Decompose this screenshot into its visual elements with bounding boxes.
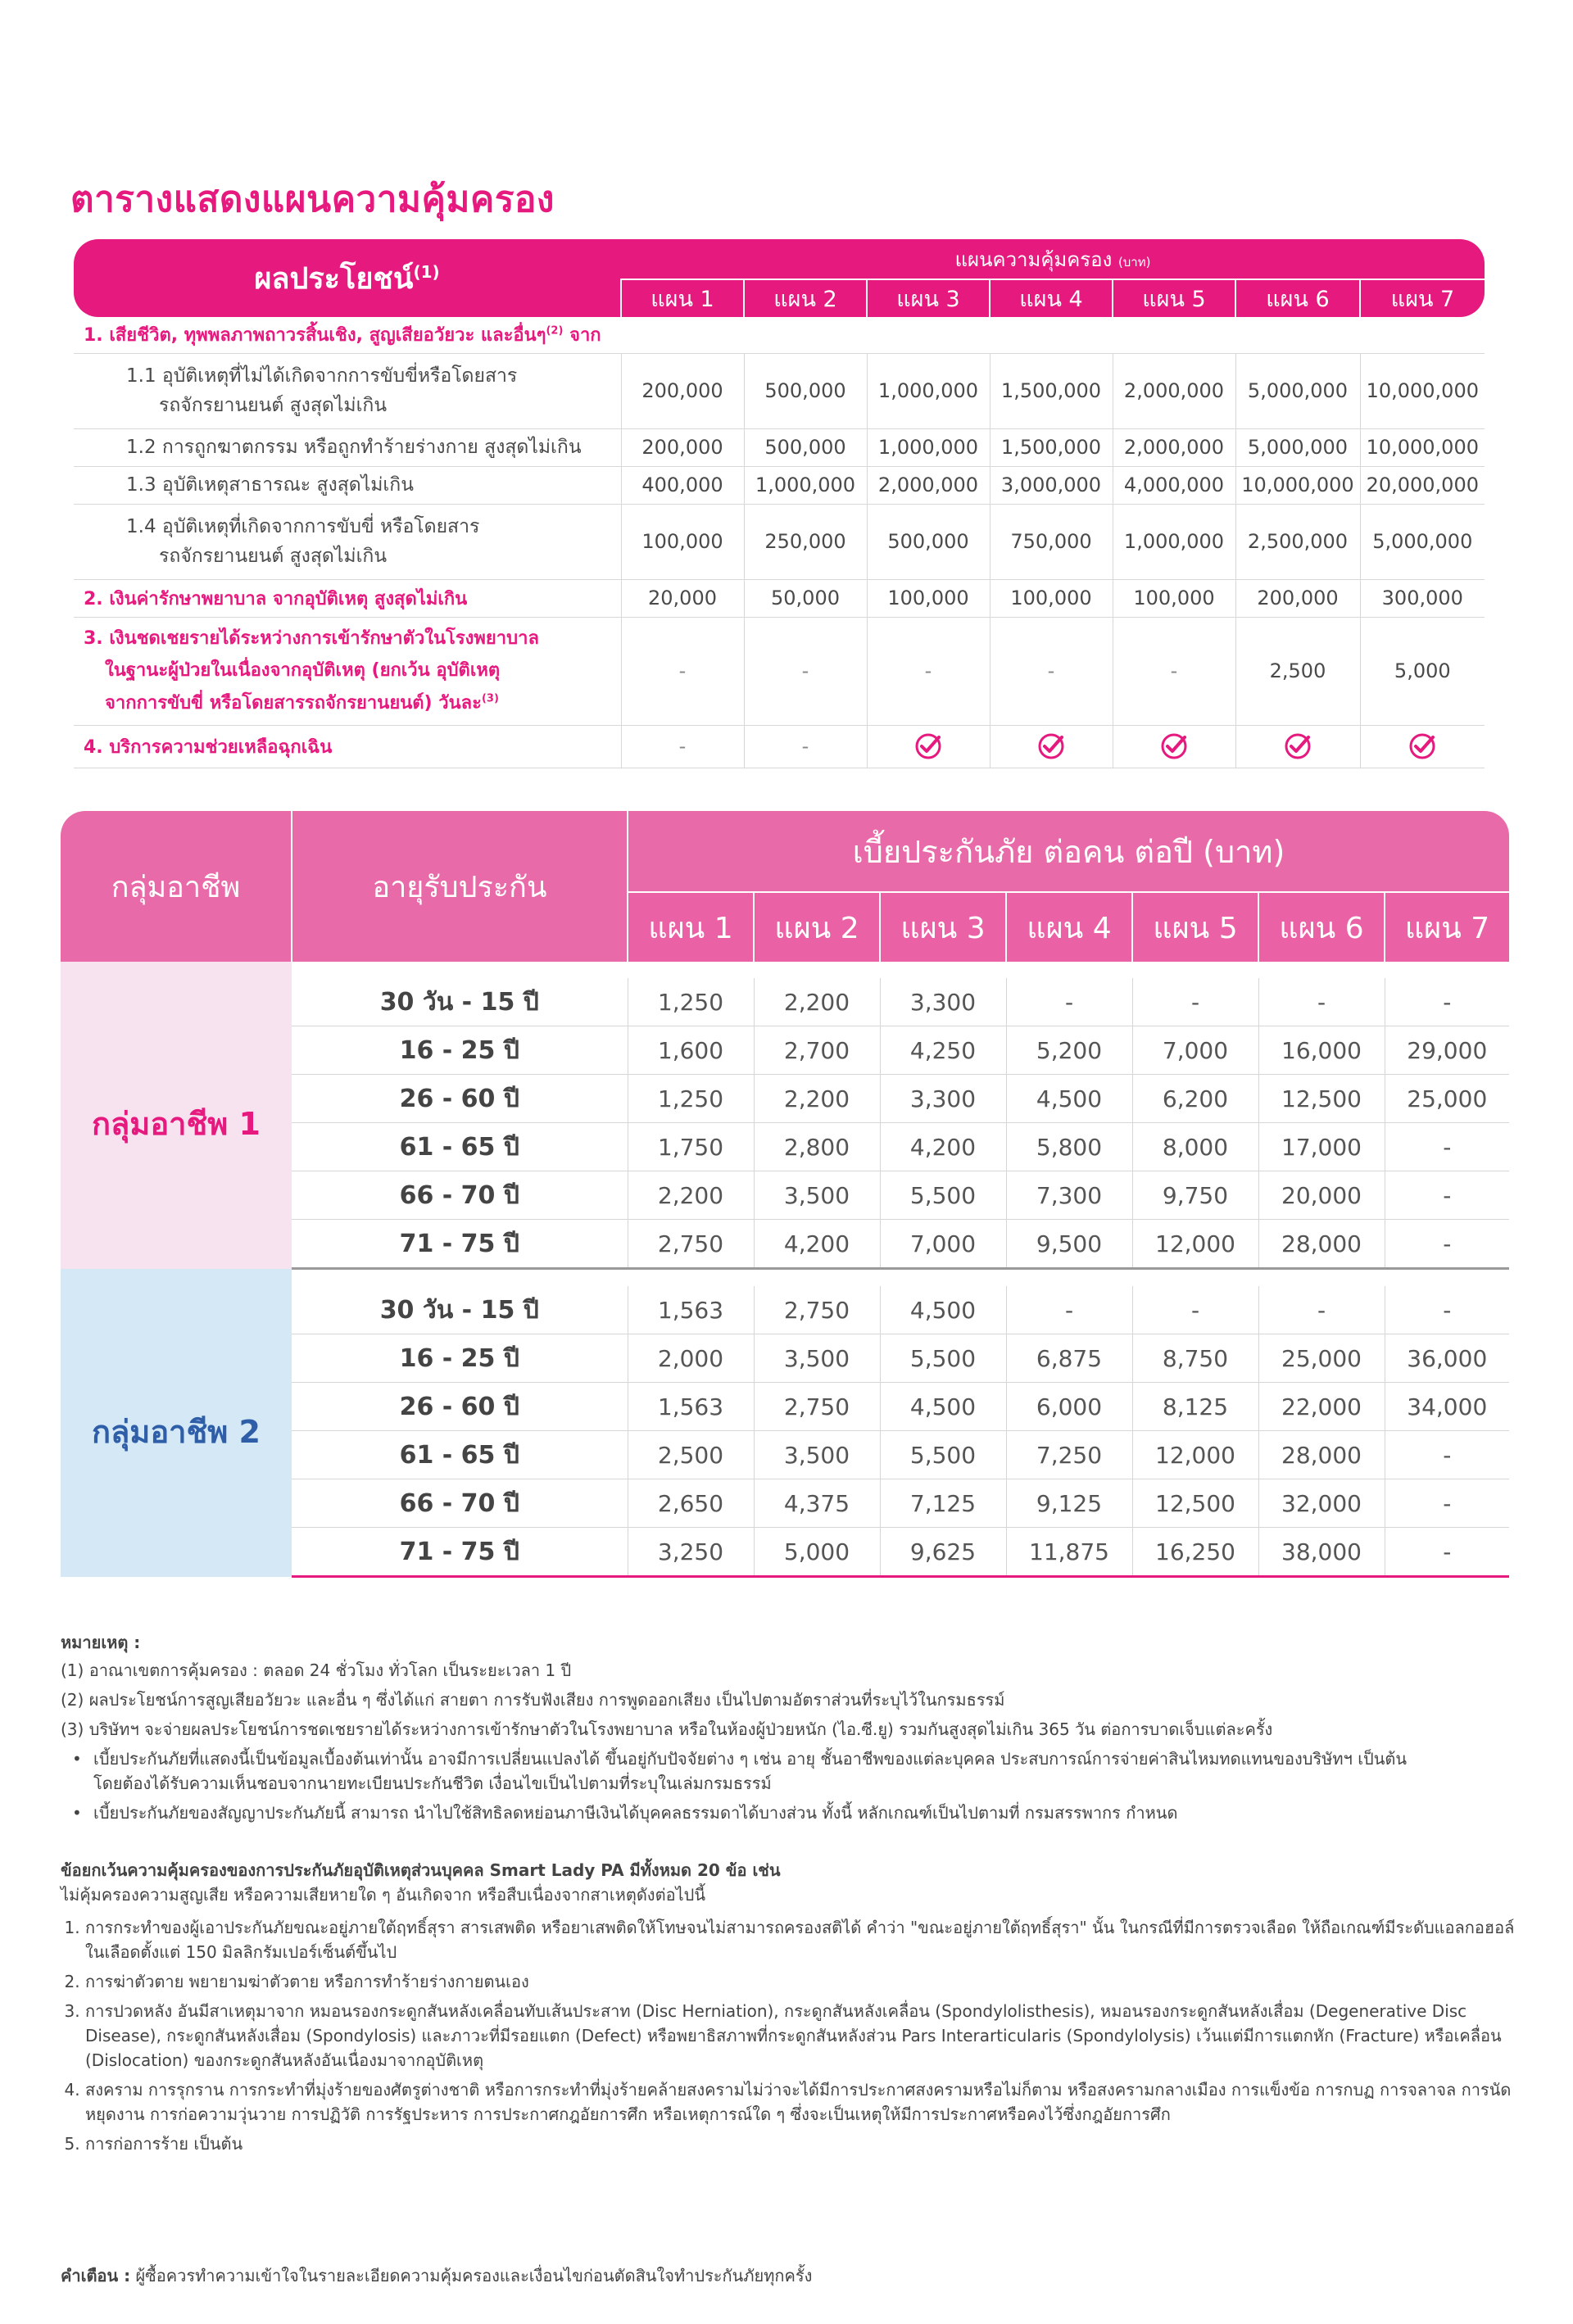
spacer-row <box>61 1269 1509 1287</box>
cell: 10,000,000 <box>1360 353 1485 428</box>
premium-cell: 1,250 <box>628 978 754 1026</box>
cell: 100,000 <box>621 504 744 579</box>
benefit-row <box>74 725 1485 768</box>
premium-cell: 6,875 <box>1006 1334 1132 1383</box>
premium-cell: - <box>1006 1286 1132 1334</box>
premium-cell: 1,250 <box>628 1075 754 1123</box>
cell: 2,000,000 <box>1113 428 1235 466</box>
premium-cell: 2,750 <box>754 1383 880 1431</box>
premium-plan-header-5: แผน 5 <box>1132 892 1258 962</box>
section-2-label: 2. เงินค่ารักษาพยาบาล จากอุบัติเหตุ สูงสุดไม่เกิน <box>74 579 621 617</box>
age-range: 71 - 75 ปี <box>292 1220 628 1269</box>
premium-cell: 4,375 <box>754 1479 880 1528</box>
cell: - <box>744 725 867 768</box>
cell: - <box>744 617 867 725</box>
note-1: (1) อาณาเขตการคุ้มครอง : ตลอด 24 ชั่วโมง ทั่วโลก เป็นระยะเวลา 1 ปี <box>61 1660 572 1680</box>
cell: 10,000,000 <box>1360 428 1485 466</box>
premium-header: เบี้ยประกันภัย ต่อคน ต่อปี (บาท) <box>628 811 1509 892</box>
premium-cell: 6,000 <box>1006 1383 1132 1431</box>
check-icon <box>990 725 1113 768</box>
age-range: 16 - 25 ปี <box>292 1334 628 1383</box>
cell: 200,000 <box>621 353 744 428</box>
row-1-3-label: 1.3 อุบัติเหตุสาธารณะ สูงสุดไม่เกิน <box>74 466 621 504</box>
cell: 1,000,000 <box>867 428 990 466</box>
cell: - <box>621 617 744 725</box>
check-icon <box>1113 725 1235 768</box>
note-3: (3) บริษัทฯ จะจ่ายผลประโยชน์การชดเชยรายได้ระหว่างการเข้ารักษาตัวในโรงพยาบาล หรือในห้องผู้ป่วยหนัก (ไอ.ซี.ยู) รวมกันสูงสุดไม่เกิน 365 วัน ต่อการบาดเจ็บแต่ละครั้ง <box>61 1719 1273 1739</box>
premium-cell: 12,000 <box>1132 1220 1258 1269</box>
benefit-row <box>74 504 1485 579</box>
plan-header-1: แผน 1 <box>621 279 744 317</box>
table-row <box>61 978 1509 1026</box>
premium-cell: 9,125 <box>1006 1479 1132 1528</box>
cell: 200,000 <box>621 428 744 466</box>
premium-cell: 1,750 <box>628 1123 754 1171</box>
cell: 2,000,000 <box>867 466 990 504</box>
plan-header-4: แผน 4 <box>990 279 1113 317</box>
spacer-row <box>61 962 1509 978</box>
plan-header-3: แผน 3 <box>867 279 990 317</box>
age-range: 26 - 60 ปี <box>292 1383 628 1431</box>
plan-header-7: แผน 7 <box>1360 279 1485 317</box>
premium-cell: 5,800 <box>1006 1123 1132 1171</box>
cell: - <box>621 725 744 768</box>
premium-cell: 16,250 <box>1132 1528 1258 1577</box>
age-range: 16 - 25 ปี <box>292 1026 628 1075</box>
list-item: 4. สงคราม การรุกราน การกระทำที่มุ่งร้ายของศัตรูต่างชาติ หรือการกระทำที่มุ่งร้ายคล้ายสงครามไม่ว่าจะได้มีการประกาศสงครามหรือไม่ก็ตาม หรือสงครามกลางเมือง การแข็งข้อ การกบฏ การจลาจล การนัดหยุดงาน การก่อความวุ่นวาย การปฏิวัติ การรัฐประหาร การประกาศกฎอัยการศึก หรือเหตุการณ์ใด ๆ ซึ่งจะเป็นเหตุให้มีการประกาศหรือคงไว้ซึ่งกฎอัยการศึก <box>85 2077 1519 2127</box>
cell: 2,500,000 <box>1235 504 1360 579</box>
cell: 1,500,000 <box>990 428 1113 466</box>
premium-cell: 2,750 <box>628 1220 754 1269</box>
age-range: 66 - 70 ปี <box>292 1171 628 1220</box>
plan-header: แผนความคุ้มครอง (บาท) <box>621 239 1485 279</box>
premium-cell: 2,700 <box>754 1026 880 1075</box>
section-1-label: 1. เสียชีวิต, ทุพพลภาพถาวรสิ้นเชิง, สูญเสียอวัยวะ และอื่นๆ$^{(2)}$ จาก <box>74 317 621 353</box>
premium-cell: 3,500 <box>754 1431 880 1479</box>
premium-cell: 5,000 <box>754 1528 880 1577</box>
premium-cell: 20,000 <box>1258 1171 1385 1220</box>
premium-cell: 28,000 <box>1258 1431 1385 1479</box>
cell: 100,000 <box>867 579 990 617</box>
warning-label: คำเตือน : <box>61 2266 131 2285</box>
age-range: 66 - 70 ปี <box>292 1479 628 1528</box>
benefits-table <box>74 239 1485 768</box>
cell: 5,000,000 <box>1235 353 1360 428</box>
cell: 10,000,000 <box>1235 466 1360 504</box>
premium-cell: 1,563 <box>628 1286 754 1334</box>
cell: - <box>1113 617 1235 725</box>
benefit-header: ผลประโยชน์$^{(1)}$ <box>74 239 621 317</box>
premium-cell: 29,000 <box>1385 1026 1509 1075</box>
cell: 200,000 <box>1235 579 1360 617</box>
warning <box>61 2263 812 2289</box>
notes-heading: หมายเหตุ : <box>61 1633 141 1652</box>
age-range: 61 - 65 ปี <box>292 1431 628 1479</box>
premium-cell: 9,750 <box>1132 1171 1258 1220</box>
premium-cell: 3,500 <box>754 1334 880 1383</box>
premium-cell: 17,000 <box>1258 1123 1385 1171</box>
premium-cell: 2,800 <box>754 1123 880 1171</box>
premium-cell: 1,600 <box>628 1026 754 1075</box>
age-range: 26 - 60 ปี <box>292 1075 628 1123</box>
list-item: 5. การก่อการร้าย เป็นต้น <box>85 2131 1519 2156</box>
cell: 3,000,000 <box>990 466 1113 504</box>
notes <box>61 1630 1519 1830</box>
cell: 250,000 <box>744 504 867 579</box>
premium-cell: - <box>1258 1286 1385 1334</box>
group-label: กลุ่มอาชีพ 2 <box>61 1286 292 1577</box>
note-bullet-1: • เบี้ยประกันภัยที่แสดงนี้เป็นข้อมูลเบื้องต้นเท่านั้น อาจมีการเปลี่ยนแปลงได้ ขึ้นอยู่กับปัจจัยต่าง ๆ เช่น อายุ ชั้นอาชีพของแต่ละบุคคล ประสบการณ์การจ่ายค่าสินไหมทดแทนของบริษัทฯ เป็นต้น โดยต้องได้รับความเห็นชอบจากนายทะเบียนประกันชีวิต เงื่อนไขเป็นไปตามที่ระบุในเล่มกรมธรรม์ <box>61 1746 1519 1796</box>
warning-text: ผู้ซื้อควรทำความเข้าใจในรายละเอียดความคุ้มครองและเงื่อนไขก่อนตัดสินใจทำประกันภัยทุกครั้ง <box>135 2266 813 2285</box>
premium-cell: - <box>1132 1286 1258 1334</box>
premium-cell: - <box>1385 1171 1509 1220</box>
exclusions-list <box>61 1915 1519 2156</box>
benefit-row <box>74 579 1485 617</box>
premium-plan-header-3: แผน 3 <box>880 892 1006 962</box>
premium-plan-header-2: แผน 2 <box>754 892 880 962</box>
premium-cell: 22,000 <box>1258 1383 1385 1431</box>
premium-cell: 4,500 <box>1006 1075 1132 1123</box>
premium-cell: 1,563 <box>628 1383 754 1431</box>
cell: 1,000,000 <box>867 353 990 428</box>
plan-header-6: แผน 6 <box>1235 279 1360 317</box>
row-1-2-label: 1.2 การถูกฆาตกรรม หรือถูกทำร้ายร่างกาย สูงสุดไม่เกิน <box>74 428 621 466</box>
cell: - <box>867 617 990 725</box>
premium-cell: 7,250 <box>1006 1431 1132 1479</box>
premium-cell: 16,000 <box>1258 1026 1385 1075</box>
premium-cell: 3,250 <box>628 1528 754 1577</box>
benefit-row <box>74 617 1485 725</box>
cell: 500,000 <box>744 353 867 428</box>
exclusions <box>61 1858 1519 2161</box>
cell: 500,000 <box>744 428 867 466</box>
premium-cell: 2,200 <box>754 1075 880 1123</box>
cell: 300,000 <box>1360 579 1485 617</box>
list-item: 3. การปวดหลัง อันมีสาเหตุมาจาก หมอนรองกระดูกสันหลังเคลื่อนทับเส้นประสาท (Disc Herniation), กระดูกสันหลังเคลื่อน (Spondylolisthesis), หมอนรองกระดูกสันหลังเสื่อม (Degenerative Disc Disease), กระดูกสันหลังเสื่อม (Spondylosis) และภาวะที่มีรอยแตก (Defect) หรือพยาธิสภาพที่กระดูกสันหลังส่วน Pars Interarticularis (Spondylolysis) เว้นแต่มีการแตกหัก (Fracture) หรือเคลื่อน (Dislocation) ของกระดูกสันหลังอันเนื่องมาจากอุบัติเหตุ <box>85 1999 1519 2073</box>
cell: 1,000,000 <box>1113 504 1235 579</box>
premium-cell: 11,875 <box>1006 1528 1132 1577</box>
cell: 500,000 <box>867 504 990 579</box>
group-cell-spacer <box>61 1269 292 1287</box>
age-range: 30 วัน - 15 ปี <box>292 1286 628 1334</box>
cell: 2,500 <box>1235 617 1360 725</box>
premium-cell: 38,000 <box>1258 1528 1385 1577</box>
premium-cell: 2,200 <box>628 1171 754 1220</box>
premium-cell: 4,200 <box>754 1220 880 1269</box>
premium-cell: - <box>1006 978 1132 1026</box>
cell: 2,000,000 <box>1113 353 1235 428</box>
group-label: กลุ่มอาชีพ 1 <box>61 978 292 1269</box>
benefit-row <box>74 466 1485 504</box>
premium-cell: 9,500 <box>1006 1220 1132 1269</box>
premium-cell: 9,625 <box>880 1528 1006 1577</box>
premium-cell: - <box>1385 978 1509 1026</box>
plan-header-2: แผน 2 <box>744 279 867 317</box>
premium-cell: 7,125 <box>880 1479 1006 1528</box>
premium-cell: 28,000 <box>1258 1220 1385 1269</box>
cell: 1,000,000 <box>744 466 867 504</box>
premium-cell: 25,000 <box>1258 1334 1385 1383</box>
list-item: 1. การกระทำของผู้เอาประกันภัยขณะอยู่ภายใต้ฤทธิ์สุรา สารเสพติด หรือยาเสพติดให้โทษจนไม่สามารถครองสติได้ คำว่า "ขณะอยู่ภายใต้ฤทธิ์สุรา" นั้น ในกรณีที่มีการตรวจเลือด ให้ถือเกณฑ์มีระดับแอลกอฮอล์ในเลือดตั้งแต่ 150 มิลลิกรัมเปอร์เซ็นต์ขึ้นไป <box>85 1915 1519 1964</box>
section-3-label: 3. เงินชดเชยรายได้ระหว่างการเข้ารักษาตัวในโรงพยาบาล ในฐานะผู้ป่วยในเนื่องจากอุบัติเหตุ (ยกเว้น อุบัติเหตุ จากการขับขี่ หรือโดยสารรถจักรยานยนต์) วันละ$^{(3)}$ <box>74 617 621 725</box>
premium-cell: 34,000 <box>1385 1383 1509 1431</box>
premium-cell: 12,500 <box>1132 1479 1258 1528</box>
premium-cell: - <box>1132 978 1258 1026</box>
premium-cell: 4,500 <box>880 1383 1006 1431</box>
premium-cell: - <box>1385 1286 1509 1334</box>
premium-cell: 2,200 <box>754 978 880 1026</box>
premium-cell: 4,250 <box>880 1026 1006 1075</box>
cell: 20,000,000 <box>1360 466 1485 504</box>
premium-cell: 4,200 <box>880 1123 1006 1171</box>
premium-cell: 6,200 <box>1132 1075 1258 1123</box>
premium-cell: 5,500 <box>880 1334 1006 1383</box>
premium-cell: 12,000 <box>1132 1431 1258 1479</box>
check-icon <box>1360 725 1485 768</box>
exclusions-heading: ข้อยกเว้นความคุ้มครองของการประกันภัยอุบัติเหตุส่วนบุคคล Smart Lady PA มีทั้งหมด 20 ข้อ เช่น <box>61 1860 781 1880</box>
benefit-row <box>74 353 1485 428</box>
cell: 750,000 <box>990 504 1113 579</box>
premium-cell: - <box>1258 978 1385 1026</box>
age-header: อายุรับประกัน <box>292 811 628 962</box>
premium-cell: 2,000 <box>628 1334 754 1383</box>
premium-plan-header-4: แผน 4 <box>1006 892 1132 962</box>
check-icon <box>1235 725 1360 768</box>
premium-cell: 36,000 <box>1385 1334 1509 1383</box>
exclusions-subheading: ไม่คุ้มครองความสูญเสีย หรือความเสียหายใด ๆ อันเกิดจาก หรือสืบเนื่องจากสาเหตุดังต่อไปนี้ <box>61 1885 706 1905</box>
cell: 20,000 <box>621 579 744 617</box>
premium-cell: 2,750 <box>754 1286 880 1334</box>
cell: 100,000 <box>990 579 1113 617</box>
premium-cell: 3,300 <box>880 978 1006 1026</box>
premium-cell: 7,300 <box>1006 1171 1132 1220</box>
row-1-4-label: 1.4 อุบัติเหตุที่เกิดจากการขับขี่ หรือโดยสาร รถจักรยานยนต์ สูงสุดไม่เกิน <box>74 504 621 579</box>
premium-plan-header-6: แผน 6 <box>1258 892 1385 962</box>
premium-cell: - <box>1385 1220 1509 1269</box>
premium-table <box>61 811 1509 1578</box>
cell: 4,000,000 <box>1113 466 1235 504</box>
premium-cell: 3,300 <box>880 1075 1006 1123</box>
premium-cell: 8,125 <box>1132 1383 1258 1431</box>
group-header: กลุ่มอาชีพ <box>61 811 292 962</box>
premium-cell: 5,500 <box>880 1171 1006 1220</box>
cell: 1,500,000 <box>990 353 1113 428</box>
premium-cell: - <box>1385 1479 1509 1528</box>
premium-plan-header-7: แผน 7 <box>1385 892 1509 962</box>
premium-cell: - <box>1385 1431 1509 1479</box>
cell: 5,000,000 <box>1360 504 1485 579</box>
cell: - <box>990 617 1113 725</box>
cell: 400,000 <box>621 466 744 504</box>
list-item: 2. การฆ่าตัวตาย พยายามฆ่าตัวตาย หรือการทำร้ายร่างกายตนเอง <box>85 1969 1519 1994</box>
premium-cell: - <box>1385 1123 1509 1171</box>
premium-cell: 3,500 <box>754 1171 880 1220</box>
premium-cell: - <box>1385 1528 1509 1577</box>
group-cell-spacer <box>61 962 292 978</box>
age-range: 61 - 65 ปี <box>292 1123 628 1171</box>
note-2: (2) ผลประโยชน์การสูญเสียอวัยวะ และอื่น ๆ ซึ่งได้แก่ สายตา การรับฟังเสียง การพูดออกเสียง เป็นไปตามอัตราส่วนที่ระบุไว้ในกรมธรรม์ <box>61 1690 1005 1710</box>
premium-cell: 25,000 <box>1385 1075 1509 1123</box>
premium-cell: 2,650 <box>628 1479 754 1528</box>
premium-cell: 2,500 <box>628 1431 754 1479</box>
premium-cell: 5,200 <box>1006 1026 1132 1075</box>
row-1-1-label: 1.1 อุบัติเหตุที่ไม่ได้เกิดจากการขับขี่หรือโดยสาร รถจักรยานยนต์ สูงสุดไม่เกิน <box>74 353 621 428</box>
premium-cell: 7,000 <box>1132 1026 1258 1075</box>
plan-header-5: แผน 5 <box>1113 279 1235 317</box>
benefit-row <box>74 428 1485 466</box>
note-bullet-2: • เบี้ยประกันภัยของสัญญาประกันภัยนี้ สามารถ นำไปใช้สิทธิลดหย่อนภาษีเงินได้บุคคลธรรมดาได้บางส่วน ทั้งนี้ หลักเกณฑ์เป็นไปตามที่ กรมสรรพากร กำหนด <box>61 1801 1519 1825</box>
premium-cell: 32,000 <box>1258 1479 1385 1528</box>
check-icon <box>867 725 990 768</box>
premium-cell: 5,500 <box>880 1431 1006 1479</box>
premium-cell: 12,500 <box>1258 1075 1385 1123</box>
age-range: 30 วัน - 15 ปี <box>292 978 628 1026</box>
premium-plan-header-1: แผน 1 <box>628 892 754 962</box>
premium-cell: 4,500 <box>880 1286 1006 1334</box>
cell: 50,000 <box>744 579 867 617</box>
cell: 5,000 <box>1360 617 1485 725</box>
premium-table-body <box>61 962 1509 1577</box>
table-row <box>61 1286 1509 1334</box>
premium-cell: 8,750 <box>1132 1334 1258 1383</box>
premium-cell: 8,000 <box>1132 1123 1258 1171</box>
premium-cell: 7,000 <box>880 1220 1006 1269</box>
section-4-label: 4. บริการความช่วยเหลือฉุกเฉิน <box>74 725 621 768</box>
page-title: ตารางแสดงแผนความคุ้มครอง <box>70 179 555 220</box>
cell: 100,000 <box>1113 579 1235 617</box>
age-range: 71 - 75 ปี <box>292 1528 628 1577</box>
cell: 5,000,000 <box>1235 428 1360 466</box>
